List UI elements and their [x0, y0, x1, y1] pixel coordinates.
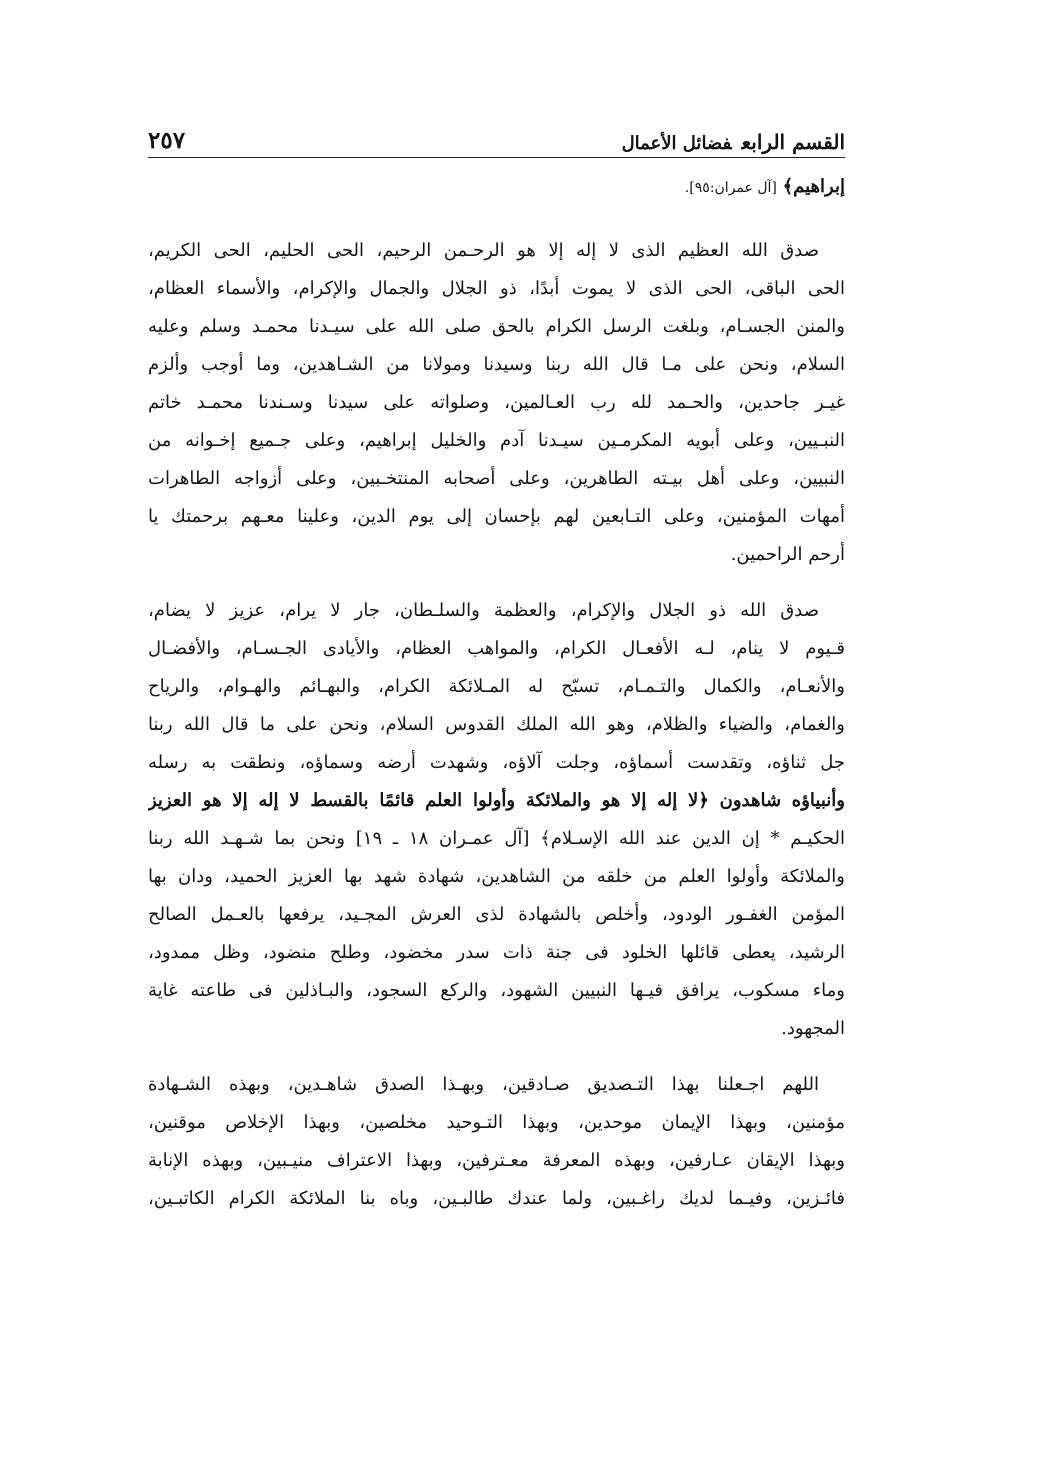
text-line: صدق الله العظيم الذى لا إله إلا هو الرحـمن الرحيم، الحى الحليم، الحى الكريم، [148, 240, 819, 261]
text-line: قـيوم لا ينام، لـه الأفعـال الكرام، والمواهب العظام، والأيادى الجـسـام، والأفضـال [148, 638, 845, 659]
subsection-title: فضائل الأعمال [621, 133, 732, 154]
text-line: والغمام، والضياء والظلام، وهو الله الملك القدوس السلام، ونحن على ما قال الله ربنا [148, 714, 845, 735]
text-line: غيـر جاحدين، والحـمد لله رب العـالمين، وصلواته على سيدنا وسـندنا محمـد خاتم [148, 392, 845, 413]
page-body [148, 172, 845, 1236]
paragraph-3 [148, 1066, 845, 1218]
text-line: والأنعـام، والكمال والتـمـام، تسبّح له المـلائكة الكرام، والبهـائم والهـوام، والرياح [148, 676, 845, 697]
text-line: المجهود. [781, 1018, 845, 1039]
text-line: وبهذا الإيقان عـارفين، وبهذه المعرفة معـترفين، وبهذا الاعتراف منيـبين، وبهذه الإنابة [148, 1150, 845, 1171]
verse-reference: [آل عمران:٩٥]. [684, 180, 777, 196]
paragraph-2 [148, 592, 845, 1048]
page-number: ٢٥٧ [148, 127, 186, 154]
verse-end: إبراهيم﴾ [782, 176, 845, 197]
page-header [148, 118, 845, 154]
header-rule [148, 157, 845, 158]
text-line: فائـزين، وفيـما لديك راغـبين، ولما عندك طالبـين، وباه بنا الملائكة الكرام الكاتبـين، [148, 1188, 845, 1209]
text-line: مؤمنين، وبهذا الإيمان موحدين، وبهذا التـوحيد مخلصين، وبهذا الإخلاص موقنين، [148, 1112, 845, 1133]
text-line: الرشيد، يعطى قائلها الخلود فى جنة ذات سدر مخضود، وطلح منضود، وظل ممدود، [148, 942, 845, 963]
text-line: أرحم الراحمين. [730, 544, 845, 565]
quran-verse-line: وأنبياؤه شاهدون ﴿لا إله إلا هو والملائكة وأولوا العلم قائمًا بالقسط لا إله إلا هو العزيز [148, 790, 845, 811]
text-line: والمنن الجسـام، وبلغت الرسل الكرام بالحق صلى الله على سيـدنا محمـد وسلم وعليه [148, 316, 845, 337]
section-title: القسم الرابع [741, 130, 845, 154]
text-line: والملائكة وأولوا العلم من خلقه من الشاهدين، شهادة شهد بها العزيز الحميد، ودان بها [148, 866, 845, 887]
text-line: جل ثناؤه، وتقدست أسماؤه، وجلت آلاؤه، وشهدت أرضه وسماؤه، ونطقت به رسله [148, 752, 845, 773]
text-line: اللهم اجـعلنا بهذا التـصديق صـادقين، وبهـذا الصدق شاهـدين، وبهذه الشـهادة [148, 1074, 819, 1095]
text-line: النبيين، وعلى أهل بيـته الطاهرين، وعلى أصحابه المنتخـبين، وعلى أزواجه الطاهرات [148, 468, 845, 489]
text-line: المؤمن الغفـور الودود، وأخلص بالشهادة لذى العرش المجـيد، يرفعها بالعـمل الصالح [148, 904, 845, 925]
text-line: وماء مسكوب، يرافق فيـها النبيين الشهود، والركع السجود، والبـاذلين فى طاعته غاية [148, 980, 845, 1001]
text-line: النبـيين، وعلى أبويه المكرمـين سيـدنا آدم والخليل إبراهيم، وعلى جـميع إخـوانه من [148, 430, 845, 451]
text-line: أمهات المؤمنين، وعلى التـابعين لهم بإحسان إلى يوم الدين، وعلينا معـهم برحمتك يا [148, 506, 845, 527]
text-line: الحكيـم * إن الدين عند الله الإسـلام﴾ [آل عمـران ١٨ ـ ١٩] ونحن بما شـهـد الله ربنا [148, 828, 845, 849]
text-line: السلام، ونحن على مـا قال الله ربنا وسيدنا ومولانا من الشـاهدين، وما أوجب وألزم [148, 354, 845, 375]
continuation-line [148, 172, 845, 202]
text-line: الحى الباقى، الحى الذى لا يموت أبدًا، ذو الجلال والجمال والإكرام، والأسماء العظام، [148, 278, 845, 299]
running-title [622, 130, 845, 154]
paragraph-1 [148, 232, 845, 574]
text-line: صدق الله ذو الجلال والإكرام، والعظمة والسلـطان، جار لا يرام، عزيز لا يضام، [148, 600, 819, 621]
